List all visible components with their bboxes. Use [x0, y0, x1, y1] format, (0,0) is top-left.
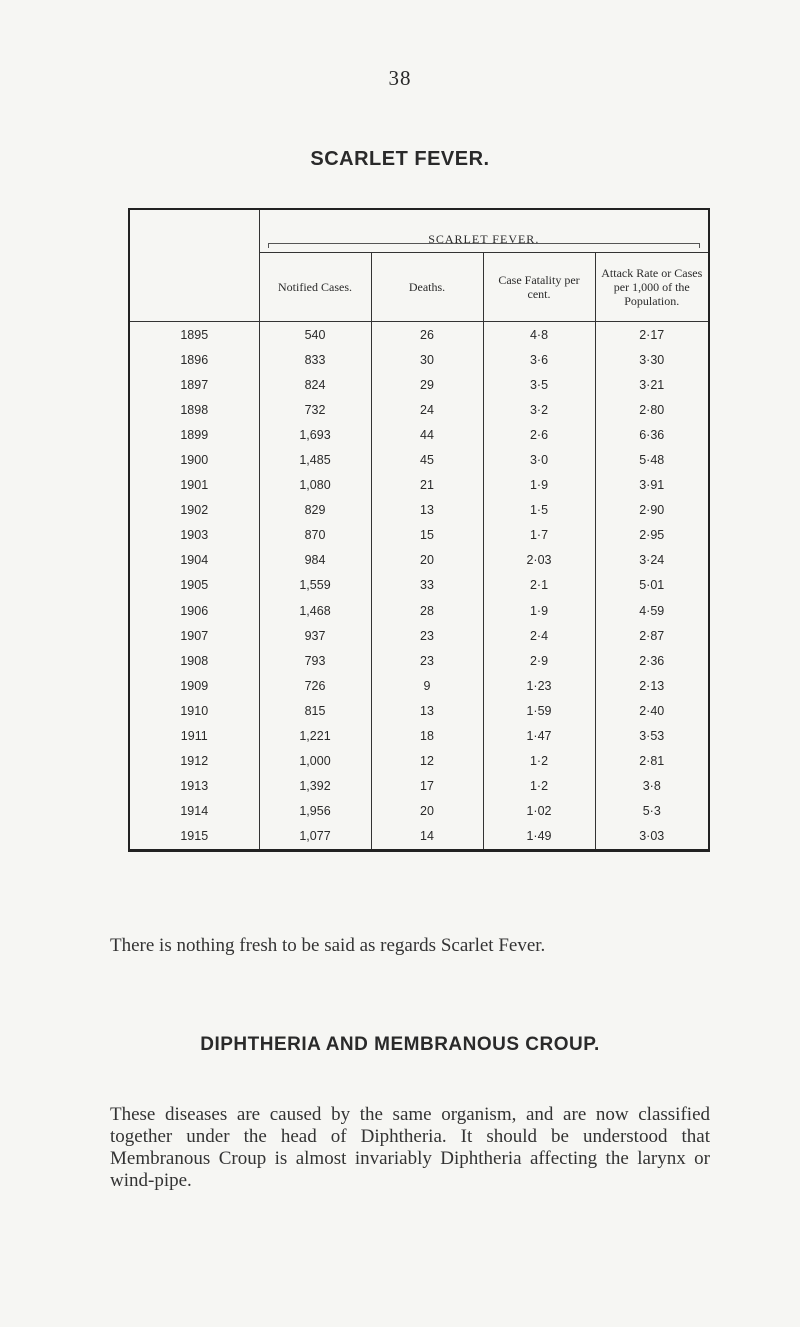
page-number: 38 [388, 66, 412, 90]
year-cell: 1903 [180, 528, 209, 543]
attack-rate-cell: 2·87 [595, 623, 709, 648]
case-fatality-cell: 2·9 [483, 648, 595, 673]
year-cell: 1905 [180, 578, 209, 593]
case-fatality-cell: 3·2 [483, 397, 595, 422]
table-row [129, 799, 709, 824]
attack-rate-cell: 3·03 [595, 824, 709, 851]
table-row [129, 447, 709, 472]
case-fatality-cell: 1·9 [483, 473, 595, 498]
year-cell: 1915 [180, 829, 209, 844]
case-fatality-cell: 1·47 [483, 724, 595, 749]
case-fatality-cell: 4·8 [483, 322, 595, 348]
scarlet-fever-note: There is nothing fresh to be said as regards Scarlet Fever. [110, 935, 546, 956]
table-row [129, 498, 709, 523]
attack-rate-cell: 2·81 [595, 749, 709, 774]
notified-cases-cell: 815 [259, 698, 371, 723]
attack-rate-cell: 2·40 [595, 698, 709, 723]
section-title-scarlet-fever: SCARLET FEVER. [310, 148, 490, 170]
year-cell: 1896 [180, 352, 209, 367]
notified-cases-cell: 1,080 [259, 473, 371, 498]
case-fatality-cell: 3·5 [483, 372, 595, 397]
table-row [129, 774, 709, 799]
year-cell: 1909 [180, 678, 209, 693]
deaths-cell: 20 [371, 799, 483, 824]
column-header-case-fatality: Case Fatality per cent. [483, 253, 595, 322]
section-title-diphtheria: DIPHTHERIA AND MEMBRANOUS CROUP. [200, 1034, 600, 1055]
deaths-cell: 13 [371, 498, 483, 523]
table-body [129, 322, 709, 851]
column-header-notified-cases: Notified Cases. [259, 253, 371, 322]
deaths-cell: 26 [371, 322, 483, 348]
attack-rate-cell: 3·53 [595, 724, 709, 749]
notified-cases-cell: 984 [259, 548, 371, 573]
case-fatality-cell: 1·49 [483, 824, 595, 851]
case-fatality-cell: 1·02 [483, 799, 595, 824]
table-row [129, 598, 709, 623]
notified-cases-cell: 726 [259, 673, 371, 698]
case-fatality-cell: 2·1 [483, 573, 595, 598]
table-row [129, 372, 709, 397]
year-cell: 1912 [180, 754, 209, 769]
column-header-attack-rate: Attack Rate or Cases per 1,000 of the Population. [595, 253, 709, 322]
case-fatality-cell: 3·0 [483, 447, 595, 472]
table-row [129, 422, 709, 447]
notified-cases-cell: 829 [259, 498, 371, 523]
deaths-cell: 20 [371, 548, 483, 573]
case-fatality-cell: 1·2 [483, 774, 595, 799]
year-cell: 1910 [180, 703, 209, 718]
notified-cases-cell: 1,559 [259, 573, 371, 598]
diphtheria-paragraph: These diseases are caused by the same organism, and are now classified together under the head of Diphtheria. It should be understood that Membranous Croup is almost invariably Diphtheria affecting the larynx or wind-pipe. [110, 1104, 710, 1191]
year-cell: 1906 [180, 603, 209, 618]
case-fatality-cell: 1·59 [483, 698, 595, 723]
year-cell: 1913 [180, 779, 209, 794]
case-fatality-cell: 1·5 [483, 498, 595, 523]
deaths-cell: 14 [371, 824, 483, 851]
year-cell: 1902 [180, 503, 209, 518]
attack-rate-cell: 3·8 [595, 774, 709, 799]
deaths-cell: 23 [371, 623, 483, 648]
deaths-cell: 18 [371, 724, 483, 749]
table-row [129, 749, 709, 774]
notified-cases-cell: 540 [259, 322, 371, 348]
notified-cases-cell: 870 [259, 523, 371, 548]
year-column-header [129, 209, 259, 322]
year-cell: 1907 [180, 628, 209, 643]
notified-cases-cell: 732 [259, 397, 371, 422]
year-cell: 1899 [180, 427, 209, 442]
year-cell: 1895 [180, 327, 209, 342]
year-cell: 1901 [180, 478, 209, 493]
deaths-cell: 28 [371, 598, 483, 623]
notified-cases-cell: 1,485 [259, 447, 371, 472]
deaths-cell: 12 [371, 749, 483, 774]
attack-rate-cell: 3·91 [595, 473, 709, 498]
group-header-label: SCARLET FEVER. [428, 232, 540, 246]
notified-cases-cell: 1,693 [259, 422, 371, 447]
notified-cases-cell: 1,392 [259, 774, 371, 799]
deaths-cell: 29 [371, 372, 483, 397]
case-fatality-cell: 1·9 [483, 598, 595, 623]
deaths-cell: 17 [371, 774, 483, 799]
attack-rate-cell: 2·80 [595, 397, 709, 422]
notified-cases-cell: 1,000 [259, 749, 371, 774]
attack-rate-cell: 5·3 [595, 799, 709, 824]
deaths-cell: 33 [371, 573, 483, 598]
scarlet-fever-table [128, 208, 710, 852]
attack-rate-cell: 4·59 [595, 598, 709, 623]
case-fatality-cell: 1·2 [483, 749, 595, 774]
table-row [129, 824, 709, 851]
table-row [129, 573, 709, 598]
deaths-cell: 21 [371, 473, 483, 498]
attack-rate-cell: 5·01 [595, 573, 709, 598]
deaths-cell: 24 [371, 397, 483, 422]
column-header-deaths: Deaths. [371, 253, 483, 322]
scarlet-fever-table-wrapper [128, 208, 708, 852]
case-fatality-cell: 2·6 [483, 422, 595, 447]
attack-rate-cell: 2·90 [595, 498, 709, 523]
year-cell: 1904 [180, 553, 209, 568]
group-header [259, 209, 709, 253]
attack-rate-cell: 2·13 [595, 673, 709, 698]
attack-rate-cell: 5·48 [595, 447, 709, 472]
notified-cases-cell: 1,468 [259, 598, 371, 623]
year-cell: 1900 [180, 453, 209, 468]
attack-rate-cell: 3·21 [595, 372, 709, 397]
deaths-cell: 15 [371, 523, 483, 548]
case-fatality-cell: 1·7 [483, 523, 595, 548]
table-row [129, 523, 709, 548]
table-row [129, 698, 709, 723]
table-row [129, 623, 709, 648]
notified-cases-cell: 1,956 [259, 799, 371, 824]
deaths-cell: 45 [371, 447, 483, 472]
group-brace [268, 243, 701, 250]
year-cell: 1908 [180, 653, 209, 668]
table-row [129, 397, 709, 422]
case-fatality-cell: 2·03 [483, 548, 595, 573]
case-fatality-cell: 3·6 [483, 347, 595, 372]
attack-rate-cell: 6·36 [595, 422, 709, 447]
table-row [129, 724, 709, 749]
deaths-cell: 30 [371, 347, 483, 372]
year-cell: 1914 [180, 804, 209, 819]
deaths-cell: 13 [371, 698, 483, 723]
year-cell: 1898 [180, 402, 209, 417]
case-fatality-cell: 2·4 [483, 623, 595, 648]
case-fatality-cell: 1·23 [483, 673, 595, 698]
table-row [129, 322, 709, 348]
notified-cases-cell: 1,221 [259, 724, 371, 749]
table-row [129, 473, 709, 498]
table-row [129, 347, 709, 372]
notified-cases-cell: 1,077 [259, 824, 371, 851]
attack-rate-cell: 2·36 [595, 648, 709, 673]
table-row [129, 673, 709, 698]
table-row [129, 548, 709, 573]
deaths-cell: 9 [371, 673, 483, 698]
table-row [129, 648, 709, 673]
attack-rate-cell: 2·95 [595, 523, 709, 548]
notified-cases-cell: 824 [259, 372, 371, 397]
notified-cases-cell: 793 [259, 648, 371, 673]
attack-rate-cell: 2·17 [595, 322, 709, 348]
attack-rate-cell: 3·24 [595, 548, 709, 573]
deaths-cell: 44 [371, 422, 483, 447]
year-cell: 1911 [180, 729, 208, 744]
deaths-cell: 23 [371, 648, 483, 673]
notified-cases-cell: 833 [259, 347, 371, 372]
attack-rate-cell: 3·30 [595, 347, 709, 372]
year-cell: 1897 [180, 377, 209, 392]
notified-cases-cell: 937 [259, 623, 371, 648]
